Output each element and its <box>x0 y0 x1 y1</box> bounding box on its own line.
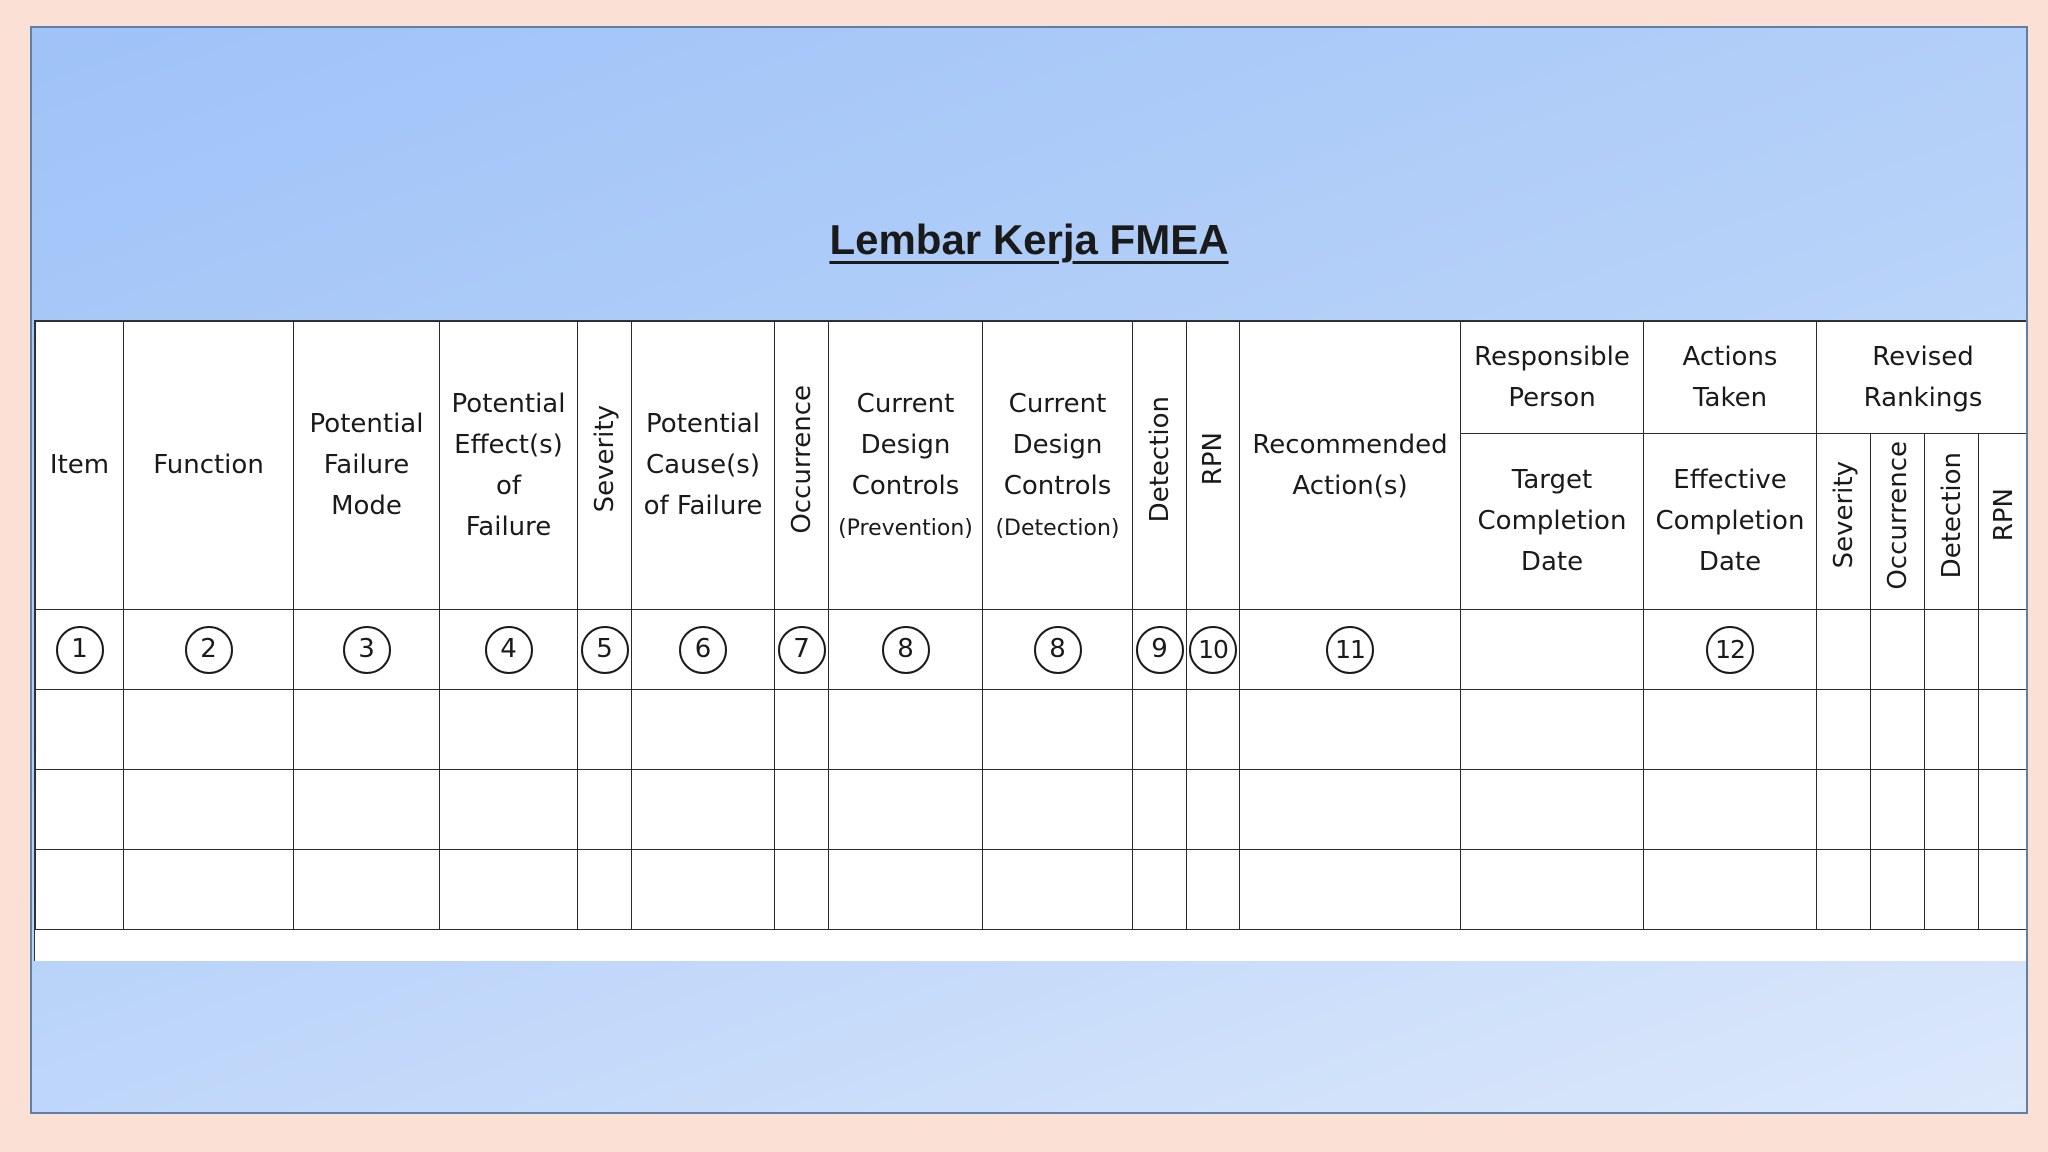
table-cell[interactable] <box>440 690 578 770</box>
table-cell[interactable] <box>1871 770 1925 850</box>
step-cell <box>1644 610 1817 690</box>
table-cell[interactable] <box>578 770 632 850</box>
table-cell[interactable] <box>632 770 775 850</box>
step-cell <box>578 610 632 690</box>
step-cell <box>1925 610 1979 690</box>
table-cell[interactable] <box>1461 690 1644 770</box>
step-cell <box>829 610 983 690</box>
table-cell[interactable] <box>36 850 124 930</box>
step-number-circle: 8 <box>882 626 930 674</box>
table-cell[interactable] <box>1817 690 1871 770</box>
step-number-circle: 3 <box>343 626 391 674</box>
step-cell <box>1133 610 1187 690</box>
table-cell[interactable] <box>1925 850 1979 930</box>
table-cell[interactable] <box>1979 770 2029 850</box>
step-cell <box>1187 610 1240 690</box>
step-cell <box>124 610 294 690</box>
table-cell[interactable] <box>775 770 829 850</box>
step-cell <box>1871 610 1925 690</box>
table-cell[interactable] <box>1133 690 1187 770</box>
table-row <box>36 690 2029 770</box>
table-cell[interactable] <box>294 690 440 770</box>
table-cell[interactable] <box>1979 690 2029 770</box>
header-item: Item <box>36 322 124 610</box>
page-title: Lembar Kerja FMEA <box>829 216 1229 263</box>
header-effective-completion-date: Effective Completion Date <box>1644 434 1817 610</box>
slide <box>30 26 2028 1114</box>
table-cell[interactable] <box>1187 690 1240 770</box>
table-cell[interactable] <box>36 770 124 850</box>
step-number-circle: 6 <box>679 626 727 674</box>
table-cell[interactable] <box>578 850 632 930</box>
table-cell[interactable] <box>1871 690 1925 770</box>
step-number-circle: 10 <box>1189 626 1237 674</box>
header-responsible-person: Responsible Person <box>1461 322 1644 434</box>
step-cell <box>440 610 578 690</box>
table-cell[interactable] <box>1644 690 1817 770</box>
header-actions-taken: Actions Taken <box>1644 322 1817 434</box>
step-cell <box>983 610 1133 690</box>
header-severity: Severity <box>578 322 632 610</box>
step-number-circle: 8 <box>1034 626 1082 674</box>
header-function: Function <box>124 322 294 610</box>
fmea-worksheet <box>34 320 2028 961</box>
table-cell[interactable] <box>1871 850 1925 930</box>
table-cell[interactable] <box>1925 770 1979 850</box>
header-revised-rpn: RPN <box>1979 434 2029 610</box>
table-cell[interactable] <box>632 850 775 930</box>
table-cell[interactable] <box>1644 850 1817 930</box>
table-cell[interactable] <box>440 770 578 850</box>
table-cell[interactable] <box>1240 690 1461 770</box>
table-cell[interactable] <box>1925 690 1979 770</box>
header-revised-detection: Detection <box>1925 434 1979 610</box>
header-rpn: RPN <box>1187 322 1240 610</box>
table-cell[interactable] <box>1461 770 1644 850</box>
table-cell[interactable] <box>1979 850 2029 930</box>
fmea-table <box>35 321 2028 930</box>
header-detection: Detection <box>1133 322 1187 610</box>
header-recommended-actions: Recommended Action(s) <box>1240 322 1461 610</box>
table-cell[interactable] <box>1817 850 1871 930</box>
table-cell[interactable] <box>1133 770 1187 850</box>
table-cell[interactable] <box>1240 770 1461 850</box>
header-controls-detection: Current Design Controls (Detection) <box>983 322 1133 610</box>
header-revised-rankings: Revised Rankings <box>1817 322 2029 434</box>
table-row <box>36 850 2029 930</box>
step-cell <box>1461 610 1644 690</box>
step-cell <box>632 610 775 690</box>
table-cell[interactable] <box>983 770 1133 850</box>
step-number-row <box>36 610 2029 690</box>
step-cell <box>1817 610 1871 690</box>
step-cell <box>36 610 124 690</box>
table-cell[interactable] <box>829 770 983 850</box>
step-cell <box>294 610 440 690</box>
table-cell[interactable] <box>294 770 440 850</box>
step-cell <box>1240 610 1461 690</box>
table-cell[interactable] <box>983 690 1133 770</box>
table-cell[interactable] <box>775 850 829 930</box>
table-cell[interactable] <box>1187 850 1240 930</box>
table-cell[interactable] <box>1817 770 1871 850</box>
table-cell[interactable] <box>829 690 983 770</box>
step-number-circle: 11 <box>1326 626 1374 674</box>
step-number-circle: 9 <box>1136 626 1184 674</box>
table-cell[interactable] <box>1133 850 1187 930</box>
table-cell[interactable] <box>983 850 1133 930</box>
step-number-circle: 2 <box>185 626 233 674</box>
table-cell[interactable] <box>1644 770 1817 850</box>
header-target-completion-date: Target Completion Date <box>1461 434 1644 610</box>
header-revised-occurrence: Occurrence <box>1871 434 1925 610</box>
table-cell[interactable] <box>1187 770 1240 850</box>
table-cell[interactable] <box>124 690 294 770</box>
header-occurrence: Occurrence <box>775 322 829 610</box>
table-cell[interactable] <box>1240 850 1461 930</box>
header-causes: Potential Cause(s) of Failure <box>632 322 775 610</box>
table-cell[interactable] <box>1461 850 1644 930</box>
step-cell <box>1979 610 2029 690</box>
table-cell[interactable] <box>294 850 440 930</box>
table-cell[interactable] <box>632 690 775 770</box>
table-cell[interactable] <box>124 850 294 930</box>
table-cell[interactable] <box>36 690 124 770</box>
header-failure-mode: Potential Failure Mode <box>294 322 440 610</box>
table-cell[interactable] <box>440 850 578 930</box>
step-number-circle: 1 <box>56 626 104 674</box>
step-number-circle: 12 <box>1706 626 1754 674</box>
step-number-circle: 4 <box>485 626 533 674</box>
table-cell[interactable] <box>775 690 829 770</box>
header-revised-severity: Severity <box>1817 434 1871 610</box>
table-row <box>36 770 2029 850</box>
table-cell[interactable] <box>124 770 294 850</box>
header-effects: Potential Effect(s) of Failure <box>440 322 578 610</box>
step-number-circle: 7 <box>778 626 826 674</box>
step-number-circle: 5 <box>581 626 629 674</box>
step-cell <box>775 610 829 690</box>
header-controls-prevention: Current Design Controls (Prevention) <box>829 322 983 610</box>
table-cell[interactable] <box>578 690 632 770</box>
table-cell[interactable] <box>829 850 983 930</box>
